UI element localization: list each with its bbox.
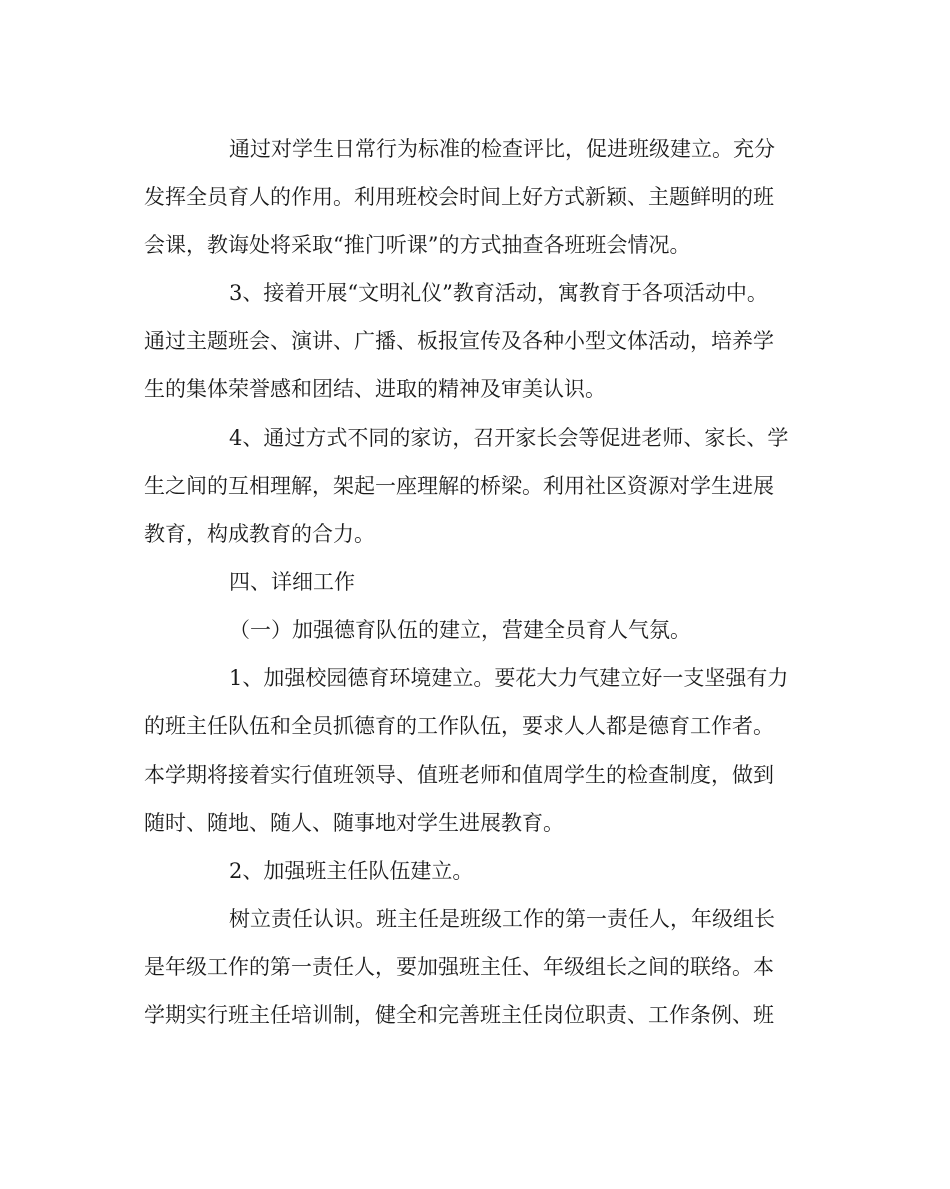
paragraph-line: 发挥全员育人的作用。利用班校会时间上好方式新颖、主题鲜明的班 (144, 185, 774, 209)
paragraph-line: 生的集体荣誉感和团结、进取的精神及审美认识。 (144, 377, 606, 401)
paragraph-line: 会课，教诲处将采取“推门听课”的方式抽查各班班会情况。 (144, 233, 691, 257)
subsection-heading: （一）加强德育队伍的建立，营建全员育人气氛。 (229, 618, 691, 642)
paragraph-line: 教育，构成教育的合力。 (144, 522, 375, 546)
paragraph-line: 通过对学生日常行为标准的检查评比，促进班级建立。充分 (229, 137, 775, 161)
paragraph-line: 1、加强校园德育环境建立。要花大力气建立好一支坚强有力 (229, 666, 789, 690)
paragraph-line: 的班主任队伍和全员抓德育的工作队伍，要求人人都是德育工作者。 (144, 714, 774, 738)
paragraph-line: 是年级工作的第一责任人，要加强班主任、年级组长之间的联络。本 (144, 955, 774, 979)
paragraph-line: 生之间的互相理解，架起一座理解的桥梁。利用社区资源对学生进展 (144, 474, 774, 498)
paragraph-line: 2、加强班主任队伍建立。 (229, 859, 474, 883)
paragraph-line: 通过主题班会、演讲、广播、板报宣传及各种小型文体活动，培养学 (144, 329, 774, 353)
paragraph-line: 随时、随地、随人、随事地对学生进展教育。 (144, 811, 564, 835)
paragraph-line: 树立责任认识。班主任是班级工作的第一责任人，年级组长 (229, 907, 775, 931)
paragraph-line: 3、接着开展“文明礼仪”教育活动，寓教育于各项活动中。 (229, 281, 768, 305)
paragraph-line: 4、通过方式不同的家访，召开家长会等促进老师、家长、学 (229, 426, 789, 450)
section-heading: 四、详细工作 (229, 570, 355, 594)
paragraph-line: 学期实行班主任培训制，健全和完善班主任岗位职责、工作条例、班 (144, 1003, 774, 1027)
paragraph-line: 本学期将接着实行值班领导、值班老师和值周学生的检查制度，做到 (144, 763, 774, 787)
